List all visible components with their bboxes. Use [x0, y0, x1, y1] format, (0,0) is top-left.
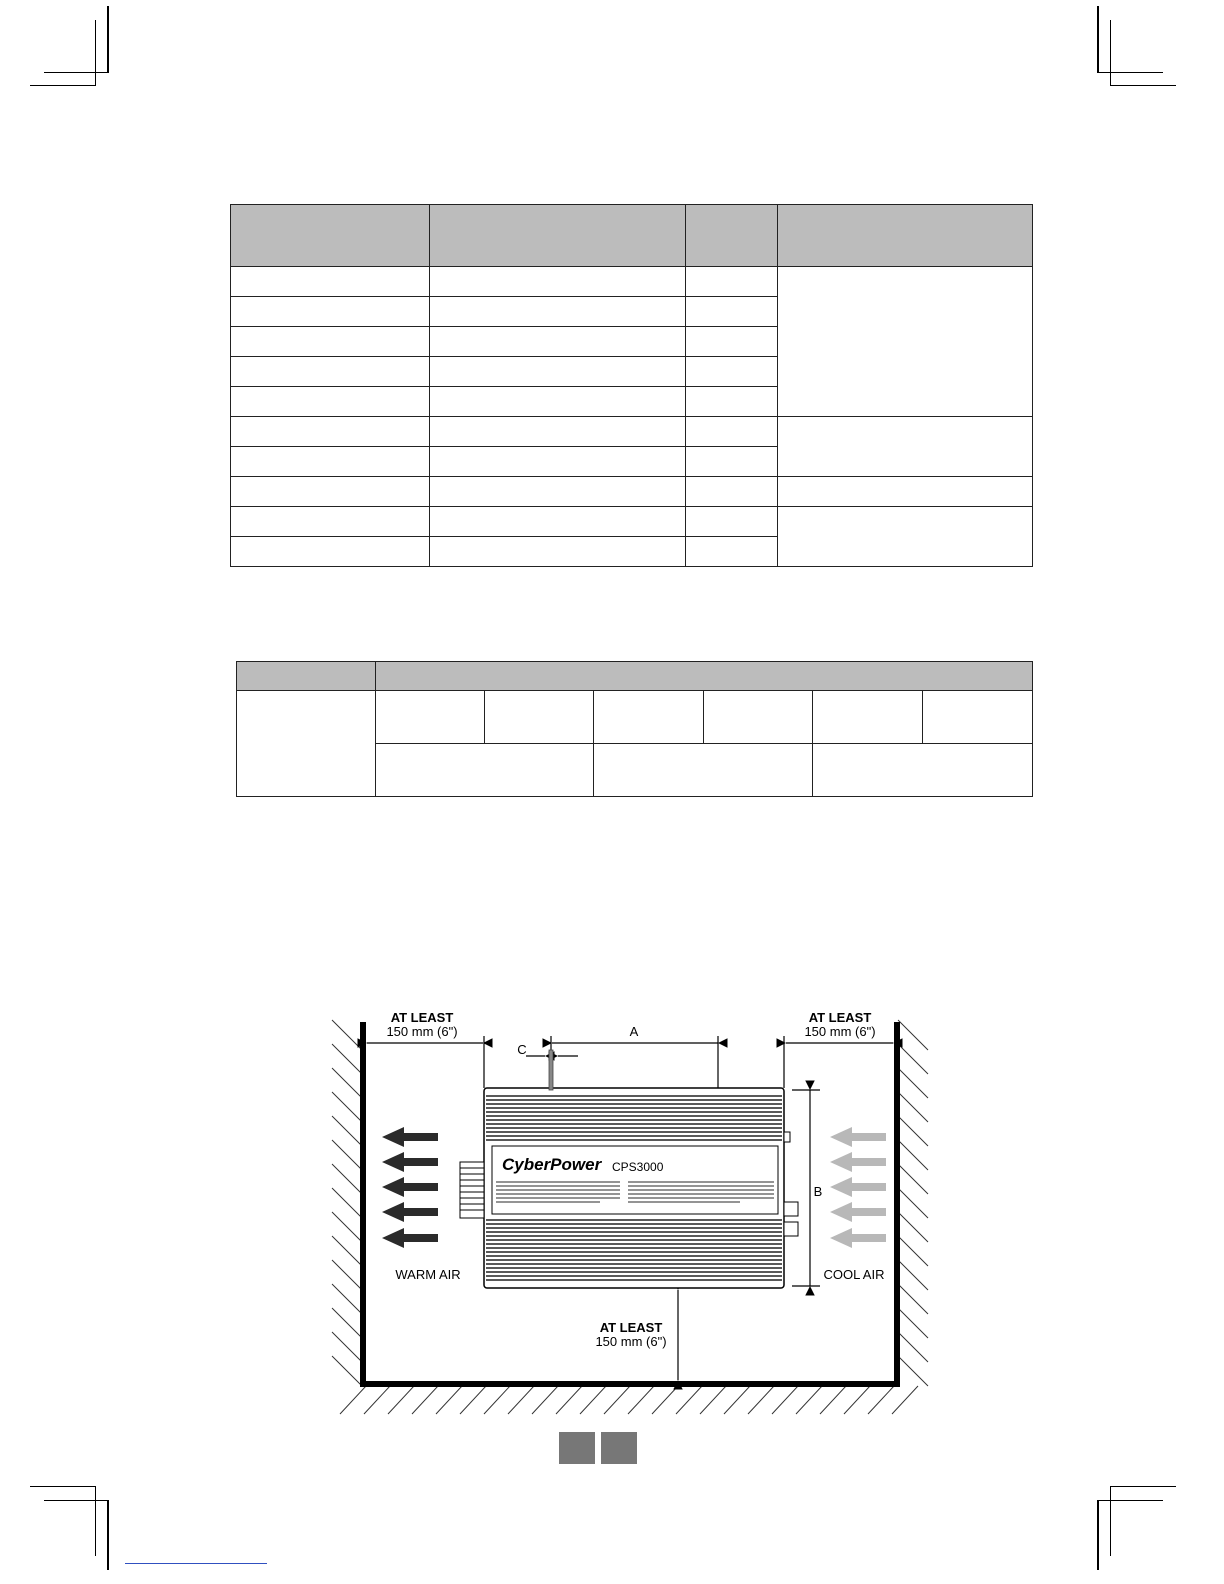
footer-link-underline [125, 1563, 267, 1564]
label-dimension-c: C [517, 1042, 527, 1057]
table-cell [430, 537, 686, 567]
table-cell-merged [778, 417, 1033, 477]
table-cell [430, 447, 686, 477]
table-header-cell [686, 205, 778, 267]
label-clearance-bottom: 150 mm (6") [595, 1334, 667, 1349]
table-cell [686, 357, 778, 387]
table-cell [813, 744, 1033, 797]
table-cell [778, 477, 1033, 507]
crop-mark-bottom-left-v2 [95, 1486, 96, 1556]
table-cell [231, 537, 430, 567]
page-number-box-left [559, 1432, 595, 1464]
warm-air-arrows [382, 1127, 438, 1248]
table-cell-merged [237, 691, 376, 797]
table-cell [231, 387, 430, 417]
table-cell [813, 691, 923, 744]
table-cell [923, 691, 1033, 744]
crop-mark-top-left-v2 [95, 20, 96, 86]
crop-mark-top-right-h2 [1110, 85, 1176, 86]
crop-mark-top-left-v [107, 6, 109, 72]
table-cell [231, 507, 430, 537]
table-cell [430, 267, 686, 297]
spec-table [230, 204, 1033, 567]
crop-mark-top-right-v [1097, 6, 1099, 72]
crop-mark-top-left-h [44, 72, 109, 73]
table-header-cell [237, 662, 376, 691]
table-cell [376, 691, 485, 744]
label-at-least-right: AT LEAST [808, 1010, 872, 1025]
table-header-cell [231, 205, 430, 267]
label-clearance-left: 150 mm (6") [386, 1024, 458, 1039]
table-cell [231, 267, 430, 297]
installation-clearance-diagram [320, 1000, 940, 1420]
brand-logo: CyberPower [502, 1155, 602, 1174]
table-cell [430, 357, 686, 387]
table-cell [686, 327, 778, 357]
model-label: CPS3000 [612, 1160, 664, 1174]
table-cell [430, 327, 686, 357]
crop-mark-bottom-right-v [1097, 1500, 1099, 1570]
table-cell [686, 537, 778, 567]
table-cell [704, 691, 813, 744]
table-cell [430, 297, 686, 327]
dimension-table [236, 661, 1033, 797]
table-cell [686, 267, 778, 297]
clearance-post [549, 1050, 553, 1090]
crop-mark-bottom-left-h [30, 1486, 96, 1487]
inverter-unit [460, 1050, 798, 1288]
table-cell [686, 387, 778, 417]
table-cell [376, 744, 594, 797]
label-dimension-b: B [813, 1184, 823, 1199]
table-cell [231, 357, 430, 387]
table-cell [485, 691, 594, 744]
crop-mark-top-left-h2 [30, 85, 96, 86]
cool-air-arrows [830, 1127, 886, 1248]
table-cell [594, 691, 704, 744]
table-cell [231, 417, 430, 447]
table-header-cell [430, 205, 686, 267]
dc-terminals [784, 1132, 798, 1236]
label-cool-air: COOL AIR [823, 1267, 885, 1282]
table-cell-merged [778, 507, 1033, 567]
crop-mark-bottom-right-h [1110, 1486, 1176, 1487]
table-cell [686, 447, 778, 477]
crop-mark-bottom-right-v2 [1110, 1486, 1111, 1556]
table-cell [686, 507, 778, 537]
table-cell [430, 477, 686, 507]
table-cell [231, 327, 430, 357]
label-clearance-right: 150 mm (6") [804, 1024, 876, 1039]
crop-mark-bottom-right-h2 [1097, 1500, 1163, 1501]
table-cell [594, 744, 813, 797]
table-cell [430, 387, 686, 417]
table-cell [231, 297, 430, 327]
table-cell-merged [778, 267, 1033, 417]
label-dimension-a: A [629, 1024, 639, 1039]
crop-mark-top-right-h [1097, 72, 1163, 73]
table-cell [686, 297, 778, 327]
label-at-least-bottom: AT LEAST [599, 1320, 663, 1335]
cooling-fan [460, 1162, 484, 1218]
table-cell [686, 477, 778, 507]
crop-mark-bottom-left-h2 [44, 1500, 109, 1501]
table-cell [231, 477, 430, 507]
label-warm-air: WARM AIR [395, 1267, 461, 1282]
table-cell [430, 417, 686, 447]
page-number-box-right [601, 1432, 637, 1464]
table-cell [231, 447, 430, 477]
table-cell [430, 507, 686, 537]
label-at-least-left: AT LEAST [390, 1010, 454, 1025]
table-header-cell [778, 205, 1033, 267]
table-cell [686, 417, 778, 447]
table-header-cell [376, 662, 1033, 691]
crop-mark-top-right-v2 [1110, 20, 1111, 86]
crop-mark-bottom-left-v [107, 1500, 109, 1570]
